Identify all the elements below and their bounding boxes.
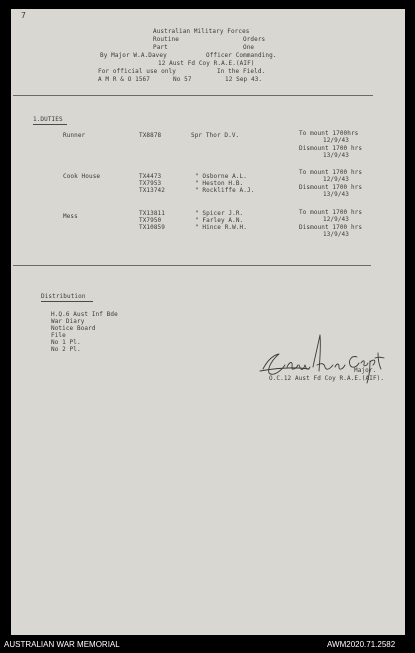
duties-heading-underline <box>33 124 67 125</box>
section-divider <box>13 265 371 266</box>
signature-text: R Crawford Capt <box>257 327 267 328</box>
header-date: 12 Sep 43. <box>225 76 263 83</box>
header-by: By Major W.A.Davey <box>100 52 167 59</box>
duty-number: TX13742 <box>139 187 165 194</box>
duty-time: 12/9/43 <box>323 176 349 183</box>
signoff-title: O.C.12 Aust Fd Coy R.A.E.(AIF). <box>269 375 385 382</box>
duty-name: " Heston H.B. <box>195 180 244 187</box>
handwritten-mark: 7 <box>21 11 26 20</box>
duty-number: TX7950 <box>139 217 162 224</box>
duty-time: To mount 1700 hrs <box>299 209 363 216</box>
duty-role-mess: Mess <box>63 213 78 220</box>
header-order-no: No 57 <box>173 76 192 83</box>
duty-time: To mount 1700 hrs <box>299 169 363 176</box>
header-official-use: For official use only <box>98 68 176 75</box>
footer-credit: AUSTRALIAN WAR MEMORIAL <box>4 640 120 649</box>
duty-number: TX10859 <box>139 224 165 231</box>
duty-time: Dismount 1700 hrs <box>299 184 363 191</box>
duty-role-cook-house: Cook House <box>63 173 101 180</box>
header-line-1: Australian Military Forces <box>153 28 250 35</box>
duty-number: TX8878 <box>139 132 162 139</box>
duty-time: 13/9/43 <box>323 191 349 198</box>
duties-heading: 1.DUTIES <box>33 116 63 123</box>
distribution-heading: Distribution <box>41 293 86 300</box>
header-routine: Routine <box>153 36 179 43</box>
duty-name: Spr Thor D.V. <box>191 132 240 139</box>
header-divider <box>13 95 373 96</box>
duty-time: 13/9/43 <box>323 152 349 159</box>
header-in-the-field: In the Field. <box>217 68 266 75</box>
duty-role-runner: Runner <box>63 132 86 139</box>
duty-number: TX4473 <box>139 173 162 180</box>
distribution-item: No 2 Pl. <box>51 346 81 353</box>
duty-time: To mount 1700hrs <box>299 130 359 137</box>
duty-number: TX13811 <box>139 210 165 217</box>
header-orders: Orders <box>243 36 266 43</box>
footer-accession-number: AWM2020.71.2582 <box>327 640 396 649</box>
header-unit: 12 Aust Fd Coy R.A.E.(AIF) <box>158 60 255 67</box>
duty-name: " Hince R.W.H. <box>195 224 247 231</box>
duty-time: Dismount 1700 hrs <box>299 224 363 231</box>
header-one: One <box>243 44 255 51</box>
duty-number: TX7953 <box>139 180 162 187</box>
duty-name: " Farley A.N. <box>195 217 244 224</box>
distribution-item: H.Q.6 Aust Inf Bde <box>51 311 118 318</box>
distribution-item: War Diary <box>51 318 85 325</box>
duty-time: 12/9/43 <box>323 137 349 144</box>
duty-name: " Rockliffe A.J. <box>195 187 255 194</box>
distribution-item: Notice Board <box>51 325 96 332</box>
duty-time: Dismount 1700 hrs <box>299 145 363 152</box>
distribution-item: File <box>51 332 66 339</box>
duty-time: 12/9/43 <box>323 216 349 223</box>
distribution-item: No 1 Pl. <box>51 339 81 346</box>
document-page <box>11 9 405 635</box>
duty-time: 13/9/43 <box>323 231 349 238</box>
signoff-rank: Major. <box>354 367 377 374</box>
header-part: Part <box>153 44 168 51</box>
duty-name: " Osborne A.L. <box>195 173 247 180</box>
duty-name: " Spicer J.R. <box>195 210 244 217</box>
header-officer-commanding: Officer Commanding. <box>206 52 277 59</box>
distribution-underline <box>41 301 93 302</box>
header-reference: A M R & O 1567 <box>98 76 150 83</box>
